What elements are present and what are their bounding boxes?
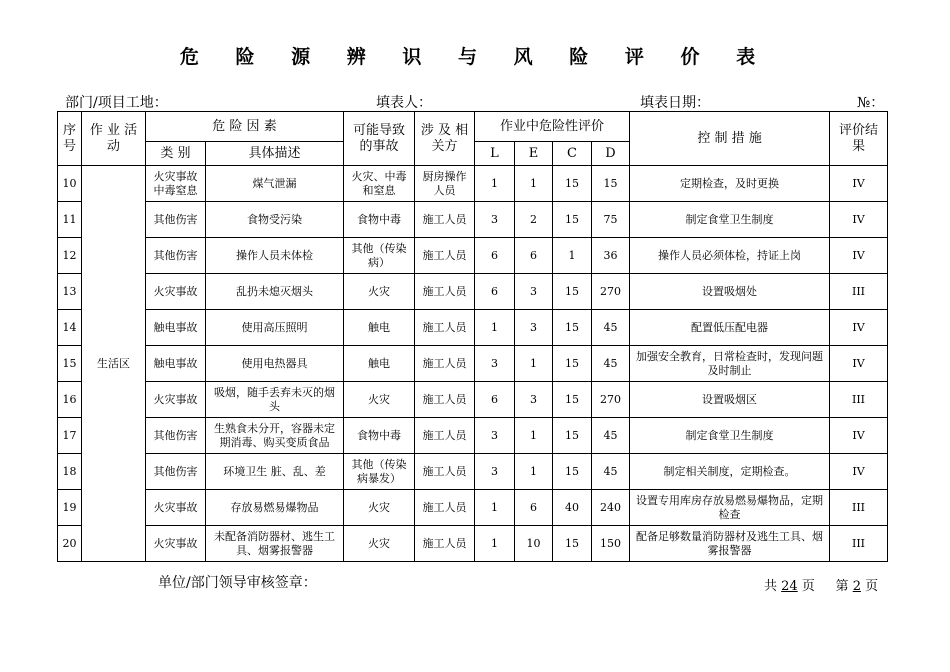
row-E: 1 <box>515 346 553 382</box>
row-D: 45 <box>592 454 630 490</box>
row-description: 生熟食未分开，容器未定期消毒、购买变质食品 <box>206 418 344 454</box>
row-L: 1 <box>475 526 515 562</box>
table-row <box>58 490 888 526</box>
row-control: 制定食堂卫生制度 <box>630 418 830 454</box>
page-title: 危 险 源 辨 识 与 风 险 评 价 表 <box>179 46 771 68</box>
page-count <box>764 575 878 594</box>
table-row <box>58 346 888 382</box>
row-L: 3 <box>475 454 515 490</box>
row-description: 操作人员未体检 <box>206 238 344 274</box>
row-number: 14 <box>58 310 82 346</box>
row-E: 6 <box>515 238 553 274</box>
header-D: D <box>592 142 630 166</box>
row-number: 15 <box>58 346 82 382</box>
row-result: III <box>830 490 888 526</box>
row-accident: 火灾 <box>344 382 415 418</box>
row-D: 270 <box>592 274 630 310</box>
row-D: 270 <box>592 382 630 418</box>
row-E: 10 <box>515 526 553 562</box>
row-control: 加强安全教育，日常检查时，发现问题及时制止 <box>630 346 830 382</box>
row-accident: 其他（传染病暴发） <box>344 454 415 490</box>
row-result: IV <box>830 418 888 454</box>
table-row <box>58 382 888 418</box>
header-risk: 作业中危险性评价 <box>475 112 630 142</box>
row-control: 设置吸烟区 <box>630 382 830 418</box>
header-accident: 可能导致的事故 <box>344 112 415 166</box>
row-description: 吸烟，随手丢弃未灭的烟头 <box>206 382 344 418</box>
row-accident: 火灾 <box>344 274 415 310</box>
row-accident: 触电 <box>344 346 415 382</box>
row-description: 乱扔未熄灭烟头 <box>206 274 344 310</box>
sign-label: 单位/部门领导审核签章： <box>158 575 317 591</box>
row-activity: 生活区 <box>82 166 146 562</box>
row-accident: 食物中毒 <box>344 418 415 454</box>
row-E: 2 <box>515 202 553 238</box>
row-description: 未配备消防器材、逃生工具、烟雾报警器 <box>206 526 344 562</box>
row-result: III <box>830 382 888 418</box>
row-D: 75 <box>592 202 630 238</box>
row-C: 15 <box>553 166 592 202</box>
row-L: 1 <box>475 490 515 526</box>
row-D: 15 <box>592 166 630 202</box>
row-party: 施工人员 <box>415 418 475 454</box>
header-desc: 具体描述 <box>206 142 344 166</box>
row-number: 19 <box>58 490 82 526</box>
risk-table <box>57 111 888 562</box>
page-prefix: 第 <box>835 579 849 594</box>
row-control: 操作人员必须体检，持证上岗 <box>630 238 830 274</box>
row-E: 6 <box>515 490 553 526</box>
row-category: 火灾事故 <box>146 382 206 418</box>
row-control: 设置吸烟处 <box>630 274 830 310</box>
row-E: 3 <box>515 274 553 310</box>
row-party: 施工人员 <box>415 346 475 382</box>
row-number: 16 <box>58 382 82 418</box>
row-party: 施工人员 <box>415 490 475 526</box>
page-suffix: 页 <box>865 579 879 594</box>
row-L: 6 <box>475 274 515 310</box>
row-category: 其他伤害 <box>146 238 206 274</box>
row-E: 1 <box>515 166 553 202</box>
row-party: 施工人员 <box>415 274 475 310</box>
row-number: 11 <box>58 202 82 238</box>
table-row <box>58 526 888 562</box>
row-accident: 其他（传染病） <box>344 238 415 274</box>
row-accident: 火灾 <box>344 526 415 562</box>
header-E: E <box>515 142 553 166</box>
row-description: 使用高压照明 <box>206 310 344 346</box>
total-pages: 24 <box>781 579 798 594</box>
total-suffix: 页 <box>801 579 815 594</box>
table-row <box>58 418 888 454</box>
row-control: 设置专用库房存放易燃易爆物品，定期检查 <box>630 490 830 526</box>
row-D: 45 <box>592 418 630 454</box>
row-party: 施工人员 <box>415 202 475 238</box>
row-L: 1 <box>475 166 515 202</box>
row-party: 施工人员 <box>415 454 475 490</box>
row-C: 15 <box>553 346 592 382</box>
row-accident: 火灾、中毒和窒息 <box>344 166 415 202</box>
row-result: IV <box>830 166 888 202</box>
row-category: 其他伤害 <box>146 454 206 490</box>
table-row <box>58 274 888 310</box>
row-result: IV <box>830 310 888 346</box>
row-E: 1 <box>515 418 553 454</box>
number-label: №： <box>857 95 885 111</box>
header-control: 控 制 措 施 <box>630 112 830 166</box>
row-L: 3 <box>475 202 515 238</box>
row-C: 15 <box>553 382 592 418</box>
row-category: 触电事故 <box>146 346 206 382</box>
row-C: 15 <box>553 454 592 490</box>
row-accident: 触电 <box>344 310 415 346</box>
row-description: 食物受污染 <box>206 202 344 238</box>
row-category: 触电事故 <box>146 310 206 346</box>
row-party: 施工人员 <box>415 526 475 562</box>
table-row <box>58 202 888 238</box>
row-result: IV <box>830 346 888 382</box>
row-C: 15 <box>553 274 592 310</box>
row-party: 施工人员 <box>415 310 475 346</box>
header-C: C <box>553 142 592 166</box>
row-number: 13 <box>58 274 82 310</box>
header-category: 类 别 <box>146 142 206 166</box>
row-accident: 食物中毒 <box>344 202 415 238</box>
row-D: 240 <box>592 490 630 526</box>
row-D: 45 <box>592 310 630 346</box>
row-category: 火灾事故 <box>146 526 206 562</box>
table-row <box>58 166 888 202</box>
row-L: 6 <box>475 238 515 274</box>
row-category: 火灾事故 <box>146 274 206 310</box>
header-row-1 <box>58 112 888 142</box>
row-result: IV <box>830 238 888 274</box>
row-C: 15 <box>553 310 592 346</box>
row-description: 煤气泄漏 <box>206 166 344 202</box>
row-C: 1 <box>553 238 592 274</box>
row-control: 制定食堂卫生制度 <box>630 202 830 238</box>
date-label: 填表日期： <box>640 95 710 111</box>
row-D: 45 <box>592 346 630 382</box>
row-number: 10 <box>58 166 82 202</box>
row-result: III <box>830 526 888 562</box>
row-result: IV <box>830 454 888 490</box>
row-E: 1 <box>515 454 553 490</box>
row-result: III <box>830 274 888 310</box>
row-control: 制定相关制度，定期检查。 <box>630 454 830 490</box>
row-L: 3 <box>475 346 515 382</box>
row-party: 施工人员 <box>415 382 475 418</box>
table-row <box>58 454 888 490</box>
row-party: 厨房操作人员 <box>415 166 475 202</box>
total-prefix: 共 <box>764 579 778 594</box>
row-control: 配置低压配电器 <box>630 310 830 346</box>
table-row <box>58 238 888 274</box>
header-L: L <box>475 142 515 166</box>
row-category: 火灾事故中毒窒息 <box>146 166 206 202</box>
row-number: 20 <box>58 526 82 562</box>
header-activity: 作 业 活 动 <box>82 112 146 166</box>
row-number: 12 <box>58 238 82 274</box>
page-number: 2 <box>852 579 861 594</box>
row-control: 配备足够数量消防器材及逃生工具、烟雾报警器 <box>630 526 830 562</box>
row-D: 150 <box>592 526 630 562</box>
row-C: 15 <box>553 418 592 454</box>
row-category: 其他伤害 <box>146 418 206 454</box>
row-D: 36 <box>592 238 630 274</box>
row-category: 其他伤害 <box>146 202 206 238</box>
row-E: 3 <box>515 310 553 346</box>
row-accident: 火灾 <box>344 490 415 526</box>
row-number: 18 <box>58 454 82 490</box>
row-category: 火灾事故 <box>146 490 206 526</box>
row-number: 17 <box>58 418 82 454</box>
dept-label: 部门/项目工地： <box>65 95 168 111</box>
row-result: IV <box>830 202 888 238</box>
filler-label: 填表人： <box>376 95 432 111</box>
header-seq: 序号 <box>58 112 82 166</box>
row-L: 3 <box>475 418 515 454</box>
row-L: 1 <box>475 310 515 346</box>
table-row <box>58 310 888 346</box>
row-party: 施工人员 <box>415 238 475 274</box>
header-result: 评价结果 <box>830 112 888 166</box>
row-E: 3 <box>515 382 553 418</box>
row-control: 定期检查，及时更换 <box>630 166 830 202</box>
row-description: 环境卫生 脏、乱、差 <box>206 454 344 490</box>
row-L: 6 <box>475 382 515 418</box>
row-description: 使用电热器具 <box>206 346 344 382</box>
row-C: 15 <box>553 202 592 238</box>
row-description: 存放易燃易爆物品 <box>206 490 344 526</box>
header-party: 涉 及 相关方 <box>415 112 475 166</box>
row-C: 15 <box>553 526 592 562</box>
risk-table-body <box>58 112 888 562</box>
header-hazard: 危 险 因 素 <box>146 112 344 142</box>
row-C: 40 <box>553 490 592 526</box>
